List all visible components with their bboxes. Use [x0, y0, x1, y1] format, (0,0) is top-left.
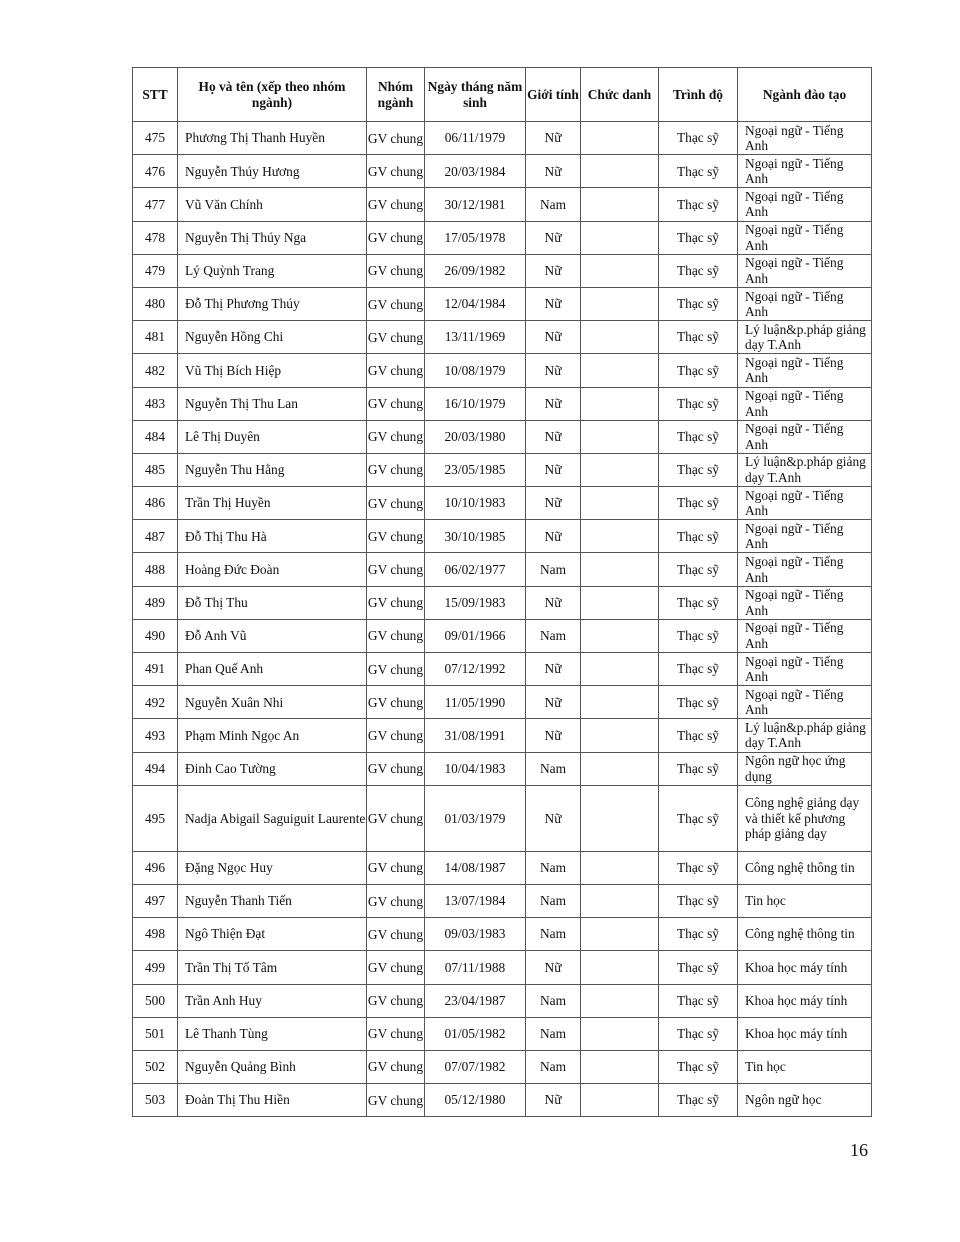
cell-name: Đặng Ngọc Huy [178, 851, 367, 884]
cell-stt: 498 [133, 918, 178, 951]
cell-dob: 07/11/1988 [425, 951, 526, 984]
cell-gender: Nam [526, 1050, 581, 1083]
cell-dob: 10/10/1983 [425, 487, 526, 520]
cell-degree: Thạc sỹ [659, 918, 738, 951]
cell-group: GV chung [367, 1050, 425, 1083]
cell-group: GV chung [367, 951, 425, 984]
cell-group: GV chung [367, 553, 425, 586]
cell-major: Ngoại ngữ - Tiếng Anh [738, 520, 872, 553]
cell-name: Lý Quỳnh Trang [178, 254, 367, 287]
cell-major: Ngoại ngữ - Tiếng Anh [738, 420, 872, 453]
table-row [133, 1017, 872, 1050]
cell-group: GV chung [367, 851, 425, 884]
cell-group: GV chung [367, 221, 425, 254]
cell-title [581, 686, 659, 719]
cell-stt: 490 [133, 619, 178, 652]
cell-stt: 483 [133, 387, 178, 420]
cell-title [581, 918, 659, 951]
cell-dob: 11/05/1990 [425, 686, 526, 719]
cell-degree: Thạc sỹ [659, 785, 738, 851]
cell-major: Ngoại ngữ - Tiếng Anh [738, 553, 872, 586]
cell-degree: Thạc sỹ [659, 553, 738, 586]
cell-gender: Nữ [526, 686, 581, 719]
cell-title [581, 487, 659, 520]
cell-stt: 484 [133, 420, 178, 453]
cell-gender: Nữ [526, 487, 581, 520]
cell-degree: Thạc sỹ [659, 354, 738, 387]
header-degree: Trình độ [659, 68, 738, 122]
cell-name: Đỗ Thị Thu [178, 586, 367, 619]
cell-name: Hoàng Đức Đoàn [178, 553, 367, 586]
table-row [133, 619, 872, 652]
cell-title [581, 785, 659, 851]
cell-dob: 30/12/1981 [425, 188, 526, 221]
cell-title [581, 752, 659, 785]
cell-gender: Nữ [526, 951, 581, 984]
table-row [133, 520, 872, 553]
table-row [133, 1084, 872, 1117]
cell-major: Ngoại ngữ - Tiếng Anh [738, 686, 872, 719]
table-row [133, 884, 872, 917]
cell-title [581, 155, 659, 188]
table-row [133, 686, 872, 719]
cell-degree: Thạc sỹ [659, 586, 738, 619]
cell-major: Lý luận&p.pháp giảng dạy T.Anh [738, 453, 872, 486]
cell-gender: Nữ [526, 1084, 581, 1117]
cell-group: GV chung [367, 586, 425, 619]
header-gender: Giới tính [526, 68, 581, 122]
cell-gender: Nữ [526, 586, 581, 619]
cell-gender: Nữ [526, 254, 581, 287]
cell-group: GV chung [367, 321, 425, 354]
cell-group: GV chung [367, 487, 425, 520]
cell-degree: Thạc sỹ [659, 387, 738, 420]
cell-degree: Thạc sỹ [659, 653, 738, 686]
cell-major: Lý luận&p.pháp giảng dạy T.Anh [738, 321, 872, 354]
cell-degree: Thạc sỹ [659, 1017, 738, 1050]
cell-dob: 09/03/1983 [425, 918, 526, 951]
table-row [133, 487, 872, 520]
cell-degree: Thạc sỹ [659, 122, 738, 155]
table-body [133, 122, 872, 1117]
cell-name: Nguyễn Thu Hằng [178, 453, 367, 486]
cell-name: Nguyễn Xuân Nhi [178, 686, 367, 719]
cell-degree: Thạc sỹ [659, 1084, 738, 1117]
cell-stt: 486 [133, 487, 178, 520]
cell-major: Ngoại ngữ - Tiếng Anh [738, 586, 872, 619]
page-number: 16 [850, 1140, 868, 1160]
cell-title [581, 851, 659, 884]
cell-title [581, 1050, 659, 1083]
cell-stt: 481 [133, 321, 178, 354]
cell-stt: 477 [133, 188, 178, 221]
cell-major: Ngoại ngữ - Tiếng Anh [738, 653, 872, 686]
cell-major: Lý luận&p.pháp giảng dạy T.Anh [738, 719, 872, 752]
cell-name: Nguyễn Thị Thu Lan [178, 387, 367, 420]
cell-major: Khoa học máy tính [738, 1017, 872, 1050]
table-row [133, 785, 872, 851]
table-row [133, 1050, 872, 1083]
cell-name: Đỗ Anh Vũ [178, 619, 367, 652]
cell-dob: 15/09/1983 [425, 586, 526, 619]
cell-stt: 491 [133, 653, 178, 686]
cell-gender: Nữ [526, 122, 581, 155]
cell-dob: 07/07/1982 [425, 1050, 526, 1083]
cell-name: Nguyễn Quảng Bình [178, 1050, 367, 1083]
cell-group: GV chung [367, 1084, 425, 1117]
cell-degree: Thạc sỹ [659, 520, 738, 553]
header-name: Họ và tên (xếp theo nhóm ngành) [178, 68, 367, 122]
cell-group: GV chung [367, 884, 425, 917]
cell-dob: 10/04/1983 [425, 752, 526, 785]
cell-dob: 30/10/1985 [425, 520, 526, 553]
header-title: Chức danh [581, 68, 659, 122]
cell-name: Trần Thị Tố Tâm [178, 951, 367, 984]
cell-name: Lê Thị Duyên [178, 420, 367, 453]
cell-dob: 01/05/1982 [425, 1017, 526, 1050]
cell-degree: Thạc sỹ [659, 453, 738, 486]
cell-name: Nguyễn Thanh Tiến [178, 884, 367, 917]
table-row [133, 155, 872, 188]
cell-title [581, 287, 659, 320]
cell-stt: 503 [133, 1084, 178, 1117]
cell-gender: Nam [526, 884, 581, 917]
cell-group: GV chung [367, 387, 425, 420]
cell-gender: Nam [526, 188, 581, 221]
cell-stt: 487 [133, 520, 178, 553]
cell-stt: 482 [133, 354, 178, 387]
cell-gender: Nữ [526, 155, 581, 188]
cell-major: Công nghệ thông tin [738, 918, 872, 951]
cell-dob: 23/04/1987 [425, 984, 526, 1017]
cell-name: Phạm Minh Ngọc An [178, 719, 367, 752]
table-row [133, 918, 872, 951]
cell-group: GV chung [367, 122, 425, 155]
cell-group: GV chung [367, 984, 425, 1017]
cell-degree: Thạc sỹ [659, 984, 738, 1017]
cell-major: Ngoại ngữ - Tiếng Anh [738, 487, 872, 520]
cell-stt: 501 [133, 1017, 178, 1050]
cell-name: Nguyễn Thị Thúy Nga [178, 221, 367, 254]
cell-major: Ngoại ngữ - Tiếng Anh [738, 354, 872, 387]
cell-gender: Nữ [526, 785, 581, 851]
table-row [133, 653, 872, 686]
cell-name: Đỗ Thị Phương Thúy [178, 287, 367, 320]
cell-gender: Nữ [526, 453, 581, 486]
cell-title [581, 321, 659, 354]
cell-stt: 488 [133, 553, 178, 586]
cell-group: GV chung [367, 719, 425, 752]
cell-name: Trần Anh Huy [178, 984, 367, 1017]
cell-gender: Nam [526, 1017, 581, 1050]
cell-degree: Thạc sỹ [659, 420, 738, 453]
table-row [133, 287, 872, 320]
cell-title [581, 619, 659, 652]
cell-group: GV chung [367, 686, 425, 719]
cell-degree: Thạc sỹ [659, 884, 738, 917]
cell-title [581, 387, 659, 420]
cell-dob: 26/09/1982 [425, 254, 526, 287]
table-header-row [133, 68, 872, 122]
cell-title [581, 453, 659, 486]
cell-major: Công nghệ giảng dạy và thiết kế phương pháp giảng dạy [738, 785, 872, 851]
cell-degree: Thạc sỹ [659, 287, 738, 320]
cell-gender: Nam [526, 918, 581, 951]
cell-group: GV chung [367, 287, 425, 320]
cell-title [581, 254, 659, 287]
header-dob: Ngày tháng năm sinh [425, 68, 526, 122]
cell-degree: Thạc sỹ [659, 188, 738, 221]
cell-stt: 499 [133, 951, 178, 984]
cell-dob: 09/01/1966 [425, 619, 526, 652]
cell-name: Đoàn Thị Thu Hiền [178, 1084, 367, 1117]
cell-title [581, 1084, 659, 1117]
cell-group: GV chung [367, 254, 425, 287]
cell-gender: Nữ [526, 221, 581, 254]
cell-title [581, 553, 659, 586]
cell-stt: 478 [133, 221, 178, 254]
cell-title [581, 719, 659, 752]
cell-degree: Thạc sỹ [659, 619, 738, 652]
cell-stt: 479 [133, 254, 178, 287]
cell-group: GV chung [367, 653, 425, 686]
cell-major: Ngoại ngữ - Tiếng Anh [738, 619, 872, 652]
cell-gender: Nữ [526, 287, 581, 320]
cell-name: Nadja Abigail Saguiguit Laurente [178, 785, 367, 851]
cell-stt: 485 [133, 453, 178, 486]
cell-dob: 01/03/1979 [425, 785, 526, 851]
cell-major: Ngôn ngữ học ứng dụng [738, 752, 872, 785]
cell-degree: Thạc sỹ [659, 487, 738, 520]
cell-dob: 20/03/1980 [425, 420, 526, 453]
cell-gender: Nam [526, 851, 581, 884]
cell-major: Ngoại ngữ - Tiếng Anh [738, 387, 872, 420]
cell-major: Ngoại ngữ - Tiếng Anh [738, 155, 872, 188]
cell-title [581, 520, 659, 553]
cell-title [581, 188, 659, 221]
cell-major: Khoa học máy tính [738, 951, 872, 984]
cell-degree: Thạc sỹ [659, 221, 738, 254]
cell-major: Ngoại ngữ - Tiếng Anh [738, 221, 872, 254]
table-row [133, 188, 872, 221]
cell-major: Khoa học máy tính [738, 984, 872, 1017]
cell-degree: Thạc sỹ [659, 719, 738, 752]
cell-name: Phương Thị Thanh Huyền [178, 122, 367, 155]
cell-dob: 06/11/1979 [425, 122, 526, 155]
cell-dob: 20/03/1984 [425, 155, 526, 188]
cell-stt: 494 [133, 752, 178, 785]
cell-gender: Nữ [526, 354, 581, 387]
table-row [133, 719, 872, 752]
cell-name: Trần Thị Huyền [178, 487, 367, 520]
cell-major: Tin học [738, 884, 872, 917]
cell-dob: 10/08/1979 [425, 354, 526, 387]
cell-name: Nguyễn Hồng Chi [178, 321, 367, 354]
cell-group: GV chung [367, 1017, 425, 1050]
cell-gender: Nữ [526, 420, 581, 453]
cell-name: Vũ Thị Bích Hiệp [178, 354, 367, 387]
cell-major: Tin học [738, 1050, 872, 1083]
cell-name: Đỗ Thị Thu Hà [178, 520, 367, 553]
cell-gender: Nữ [526, 321, 581, 354]
cell-name: Lê Thanh Tùng [178, 1017, 367, 1050]
cell-stt: 476 [133, 155, 178, 188]
cell-major: Ngoại ngữ - Tiếng Anh [738, 254, 872, 287]
header-group: Nhóm ngành [367, 68, 425, 122]
cell-name: Ngô Thiện Đạt [178, 918, 367, 951]
cell-title [581, 420, 659, 453]
cell-dob: 14/08/1987 [425, 851, 526, 884]
cell-group: GV chung [367, 752, 425, 785]
table-row [133, 984, 872, 1017]
cell-group: GV chung [367, 188, 425, 221]
staff-table [132, 67, 872, 1117]
cell-title [581, 984, 659, 1017]
table-row [133, 354, 872, 387]
cell-gender: Nữ [526, 719, 581, 752]
header-major: Ngành đào tạo [738, 68, 872, 122]
cell-group: GV chung [367, 619, 425, 652]
cell-title [581, 586, 659, 619]
cell-gender: Nữ [526, 387, 581, 420]
cell-dob: 23/05/1985 [425, 453, 526, 486]
cell-dob: 31/08/1991 [425, 719, 526, 752]
cell-dob: 05/12/1980 [425, 1084, 526, 1117]
table-row [133, 453, 872, 486]
cell-dob: 13/11/1969 [425, 321, 526, 354]
cell-gender: Nữ [526, 653, 581, 686]
table-row [133, 221, 872, 254]
cell-degree: Thạc sỹ [659, 155, 738, 188]
cell-stt: 500 [133, 984, 178, 1017]
cell-title [581, 951, 659, 984]
cell-dob: 17/05/1978 [425, 221, 526, 254]
table-row [133, 321, 872, 354]
cell-stt: 493 [133, 719, 178, 752]
cell-stt: 475 [133, 122, 178, 155]
cell-degree: Thạc sỹ [659, 851, 738, 884]
cell-major: Ngôn ngữ học [738, 1084, 872, 1117]
cell-degree: Thạc sỹ [659, 951, 738, 984]
cell-stt: 495 [133, 785, 178, 851]
cell-stt: 497 [133, 884, 178, 917]
cell-name: Phan Quế Anh [178, 653, 367, 686]
cell-degree: Thạc sỹ [659, 686, 738, 719]
table-row [133, 586, 872, 619]
cell-dob: 12/04/1984 [425, 287, 526, 320]
cell-group: GV chung [367, 155, 425, 188]
cell-stt: 502 [133, 1050, 178, 1083]
cell-gender: Nam [526, 984, 581, 1017]
cell-degree: Thạc sỹ [659, 1050, 738, 1083]
cell-name: Vũ Văn Chính [178, 188, 367, 221]
cell-gender: Nữ [526, 520, 581, 553]
cell-title [581, 122, 659, 155]
table-row [133, 752, 872, 785]
header-stt: STT [133, 68, 178, 122]
cell-title [581, 653, 659, 686]
cell-major: Ngoại ngữ - Tiếng Anh [738, 287, 872, 320]
cell-gender: Nam [526, 553, 581, 586]
table-row [133, 420, 872, 453]
cell-stt: 489 [133, 586, 178, 619]
table-row [133, 951, 872, 984]
cell-group: GV chung [367, 354, 425, 387]
table-row [133, 254, 872, 287]
cell-major: Ngoại ngữ - Tiếng Anh [738, 188, 872, 221]
cell-name: Nguyễn Thúy Hương [178, 155, 367, 188]
table-row [133, 851, 872, 884]
cell-title [581, 221, 659, 254]
cell-group: GV chung [367, 918, 425, 951]
cell-gender: Nam [526, 752, 581, 785]
cell-major: Công nghệ thông tin [738, 851, 872, 884]
cell-dob: 13/07/1984 [425, 884, 526, 917]
cell-title [581, 884, 659, 917]
cell-gender: Nam [526, 619, 581, 652]
cell-stt: 492 [133, 686, 178, 719]
cell-group: GV chung [367, 453, 425, 486]
cell-group: GV chung [367, 520, 425, 553]
cell-group: GV chung [367, 785, 425, 851]
cell-major: Ngoại ngữ - Tiếng Anh [738, 122, 872, 155]
cell-dob: 06/02/1977 [425, 553, 526, 586]
table-row [133, 387, 872, 420]
cell-stt: 480 [133, 287, 178, 320]
table-row [133, 553, 872, 586]
cell-dob: 16/10/1979 [425, 387, 526, 420]
cell-stt: 496 [133, 851, 178, 884]
cell-title [581, 1017, 659, 1050]
cell-title [581, 354, 659, 387]
cell-degree: Thạc sỹ [659, 321, 738, 354]
cell-group: GV chung [367, 420, 425, 453]
cell-degree: Thạc sỹ [659, 752, 738, 785]
cell-degree: Thạc sỹ [659, 254, 738, 287]
cell-dob: 07/12/1992 [425, 653, 526, 686]
cell-name: Đinh Cao Tường [178, 752, 367, 785]
table-row [133, 122, 872, 155]
